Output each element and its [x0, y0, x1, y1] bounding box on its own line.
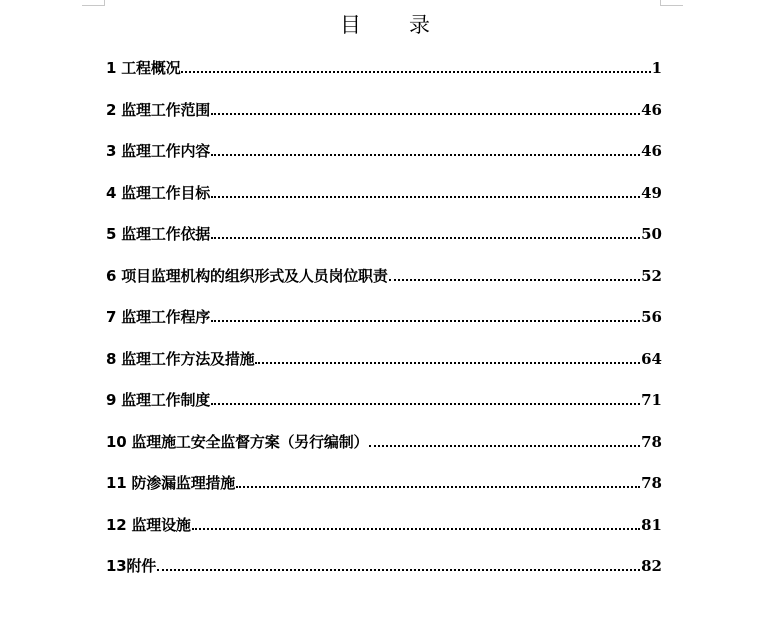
toc-entry-page: 50: [641, 225, 662, 243]
toc-entry-label: 8 监理工作方法及措施: [106, 349, 255, 368]
toc-entry-11[interactable]: [106, 472, 662, 514]
toc-entry-label: 1 工程概况: [106, 59, 181, 77]
toc-entry-13[interactable]: [106, 555, 662, 597]
toc-entry-page: 64: [641, 349, 662, 368]
toc-entry-3[interactable]: [106, 140, 662, 182]
dot-leader: [236, 472, 640, 488]
toc-entry-label: 12 监理设施: [106, 515, 191, 534]
toc-entry-5[interactable]: [106, 223, 662, 265]
toc-entry-label: 5 监理工作依据: [106, 225, 211, 243]
page-corner-mark-left: [82, 0, 105, 6]
dot-leader: [369, 431, 640, 447]
toc-entry-page: 49: [641, 183, 662, 202]
dot-leader: [211, 223, 640, 239]
toc-entry-4[interactable]: [106, 182, 662, 224]
toc-entry-label: 9 监理工作制度: [106, 391, 211, 409]
toc-entry-page: 82: [641, 557, 662, 575]
dot-leader: [192, 514, 640, 530]
toc-entry-10[interactable]: [106, 431, 662, 473]
toc-entry-9[interactable]: [106, 389, 662, 431]
toc-entry-label: 13附件: [106, 557, 157, 575]
toc-title-char-1: 目: [340, 13, 361, 37]
toc-entry-2[interactable]: [106, 99, 662, 141]
toc-entry-6[interactable]: [106, 265, 662, 307]
toc-entry-page: 52: [641, 266, 662, 285]
toc-entry-label: 11 防渗漏监理措施: [106, 474, 236, 492]
dot-leader: [157, 555, 640, 571]
table-of-contents: [106, 57, 662, 597]
toc-entry-1[interactable]: [106, 57, 662, 99]
dot-leader: [211, 306, 640, 322]
toc-entry-label: 3 监理工作内容: [106, 142, 211, 160]
toc-title: [340, 11, 430, 39]
toc-entry-label: 7 监理工作程序: [106, 308, 211, 326]
toc-entry-page: 1: [651, 59, 662, 77]
toc-entry-page: 46: [641, 142, 662, 160]
page-corner-mark-right: [660, 0, 683, 6]
toc-entry-page: 46: [641, 100, 662, 119]
toc-entry-page: 78: [641, 432, 662, 451]
toc-entry-12[interactable]: [106, 514, 662, 556]
toc-entry-7[interactable]: [106, 306, 662, 348]
dot-leader: [211, 182, 640, 198]
dot-leader: [211, 140, 640, 156]
toc-title-char-2: 录: [409, 13, 430, 37]
dot-leader: [389, 265, 640, 281]
toc-entry-page: 71: [641, 391, 662, 409]
toc-entry-label: 10 监理施工安全监督方案（另行编制）: [106, 432, 369, 451]
toc-entry-label: 4 监理工作目标: [106, 183, 211, 202]
toc-entry-label: 2 监理工作范围: [106, 100, 211, 119]
dot-leader: [181, 57, 650, 73]
dot-leader: [255, 348, 640, 364]
dot-leader: [211, 389, 640, 405]
toc-entry-page: 81: [641, 515, 662, 534]
dot-leader: [211, 99, 640, 115]
toc-entry-page: 56: [641, 308, 662, 326]
toc-entry-page: 78: [641, 474, 662, 492]
toc-entry-8[interactable]: [106, 348, 662, 390]
toc-entry-label: 6 项目监理机构的组织形式及人员岗位职责: [106, 266, 388, 285]
